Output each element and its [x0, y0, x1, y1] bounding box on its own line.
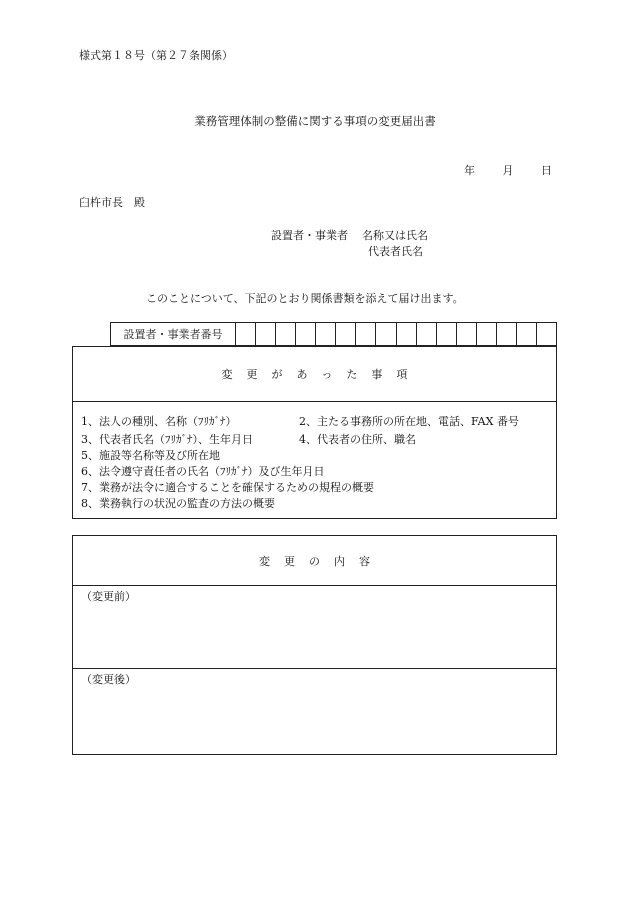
date-month: 月: [502, 164, 514, 177]
change-content-box: [72, 535, 557, 755]
operator-number-cell[interactable]: [437, 323, 457, 345]
after-change-label: （変更後）: [81, 673, 136, 686]
operator-number-cell[interactable]: [236, 323, 256, 345]
changed-matters-box: [72, 346, 557, 519]
operator-number-cell[interactable]: [417, 323, 437, 345]
matter-item-4: 4、代表者の住所、職名: [299, 433, 416, 446]
date-line: [452, 162, 552, 178]
filer-representative-label: 代表者氏名: [368, 245, 423, 258]
operator-number-cell[interactable]: [517, 323, 537, 345]
operator-number-cell[interactable]: [356, 323, 376, 345]
operator-number-cell[interactable]: [316, 323, 336, 345]
operator-number-cell[interactable]: [336, 323, 356, 345]
matter-item-7: 7、業務が法令に適合することを確保するための規程の概要: [81, 481, 374, 494]
operator-number-row: [110, 322, 557, 346]
addressee: 臼杵市長 殿: [79, 196, 145, 209]
filer-role: 設置者・事業者: [271, 229, 348, 242]
matter-item-2: 2、主たる事務所の所在地、電話、FAX 番号: [299, 415, 519, 428]
operator-number-cell[interactable]: [497, 323, 517, 345]
date-day: 日: [541, 164, 552, 177]
operator-number-cell[interactable]: [537, 323, 556, 345]
matter-item-6: 6、法令遵守責任者の氏名（ﾌﾘｶﾞﾅ）及び生年月日: [81, 465, 325, 478]
filer-name-label: 名称又は氏名: [362, 229, 428, 242]
matter-item-5: 5、施設等名称等及び所在地: [81, 449, 220, 462]
operator-number-cell[interactable]: [376, 323, 396, 345]
form-number: 様式第１８号（第２７条関係）: [79, 49, 233, 62]
matter-item-8: 8、業務執行の状況の監査の方法の概要: [81, 497, 275, 510]
changed-matters-header: 変更があった事項: [73, 347, 556, 402]
before-change-label: （変更前）: [81, 590, 136, 603]
operator-number-cell[interactable]: [457, 323, 477, 345]
date-year: 年: [464, 164, 475, 177]
operator-number-label: 設置者・事業者番号: [111, 323, 236, 345]
operator-number-cell[interactable]: [256, 323, 276, 345]
operator-number-cell[interactable]: [397, 323, 417, 345]
document-title: 業務管理体制の整備に関する事項の変更届出書: [194, 114, 436, 128]
before-change-section[interactable]: [73, 586, 556, 669]
matter-item-1: 1、法人の種別、名称（ﾌﾘｶﾞﾅ）: [81, 415, 237, 428]
operator-number-cell[interactable]: [276, 323, 296, 345]
operator-number-cells: [236, 323, 556, 345]
operator-number-cell[interactable]: [296, 323, 316, 345]
change-content-header: 変更の内容: [73, 536, 556, 586]
operator-number-cell[interactable]: [477, 323, 497, 345]
intro-text: このことについて、下記のとおり関係書類を添えて届け出ます。: [146, 292, 464, 305]
matter-item-3: 3、代表者氏名（ﾌﾘｶﾞﾅ）、生年月日: [81, 433, 253, 446]
